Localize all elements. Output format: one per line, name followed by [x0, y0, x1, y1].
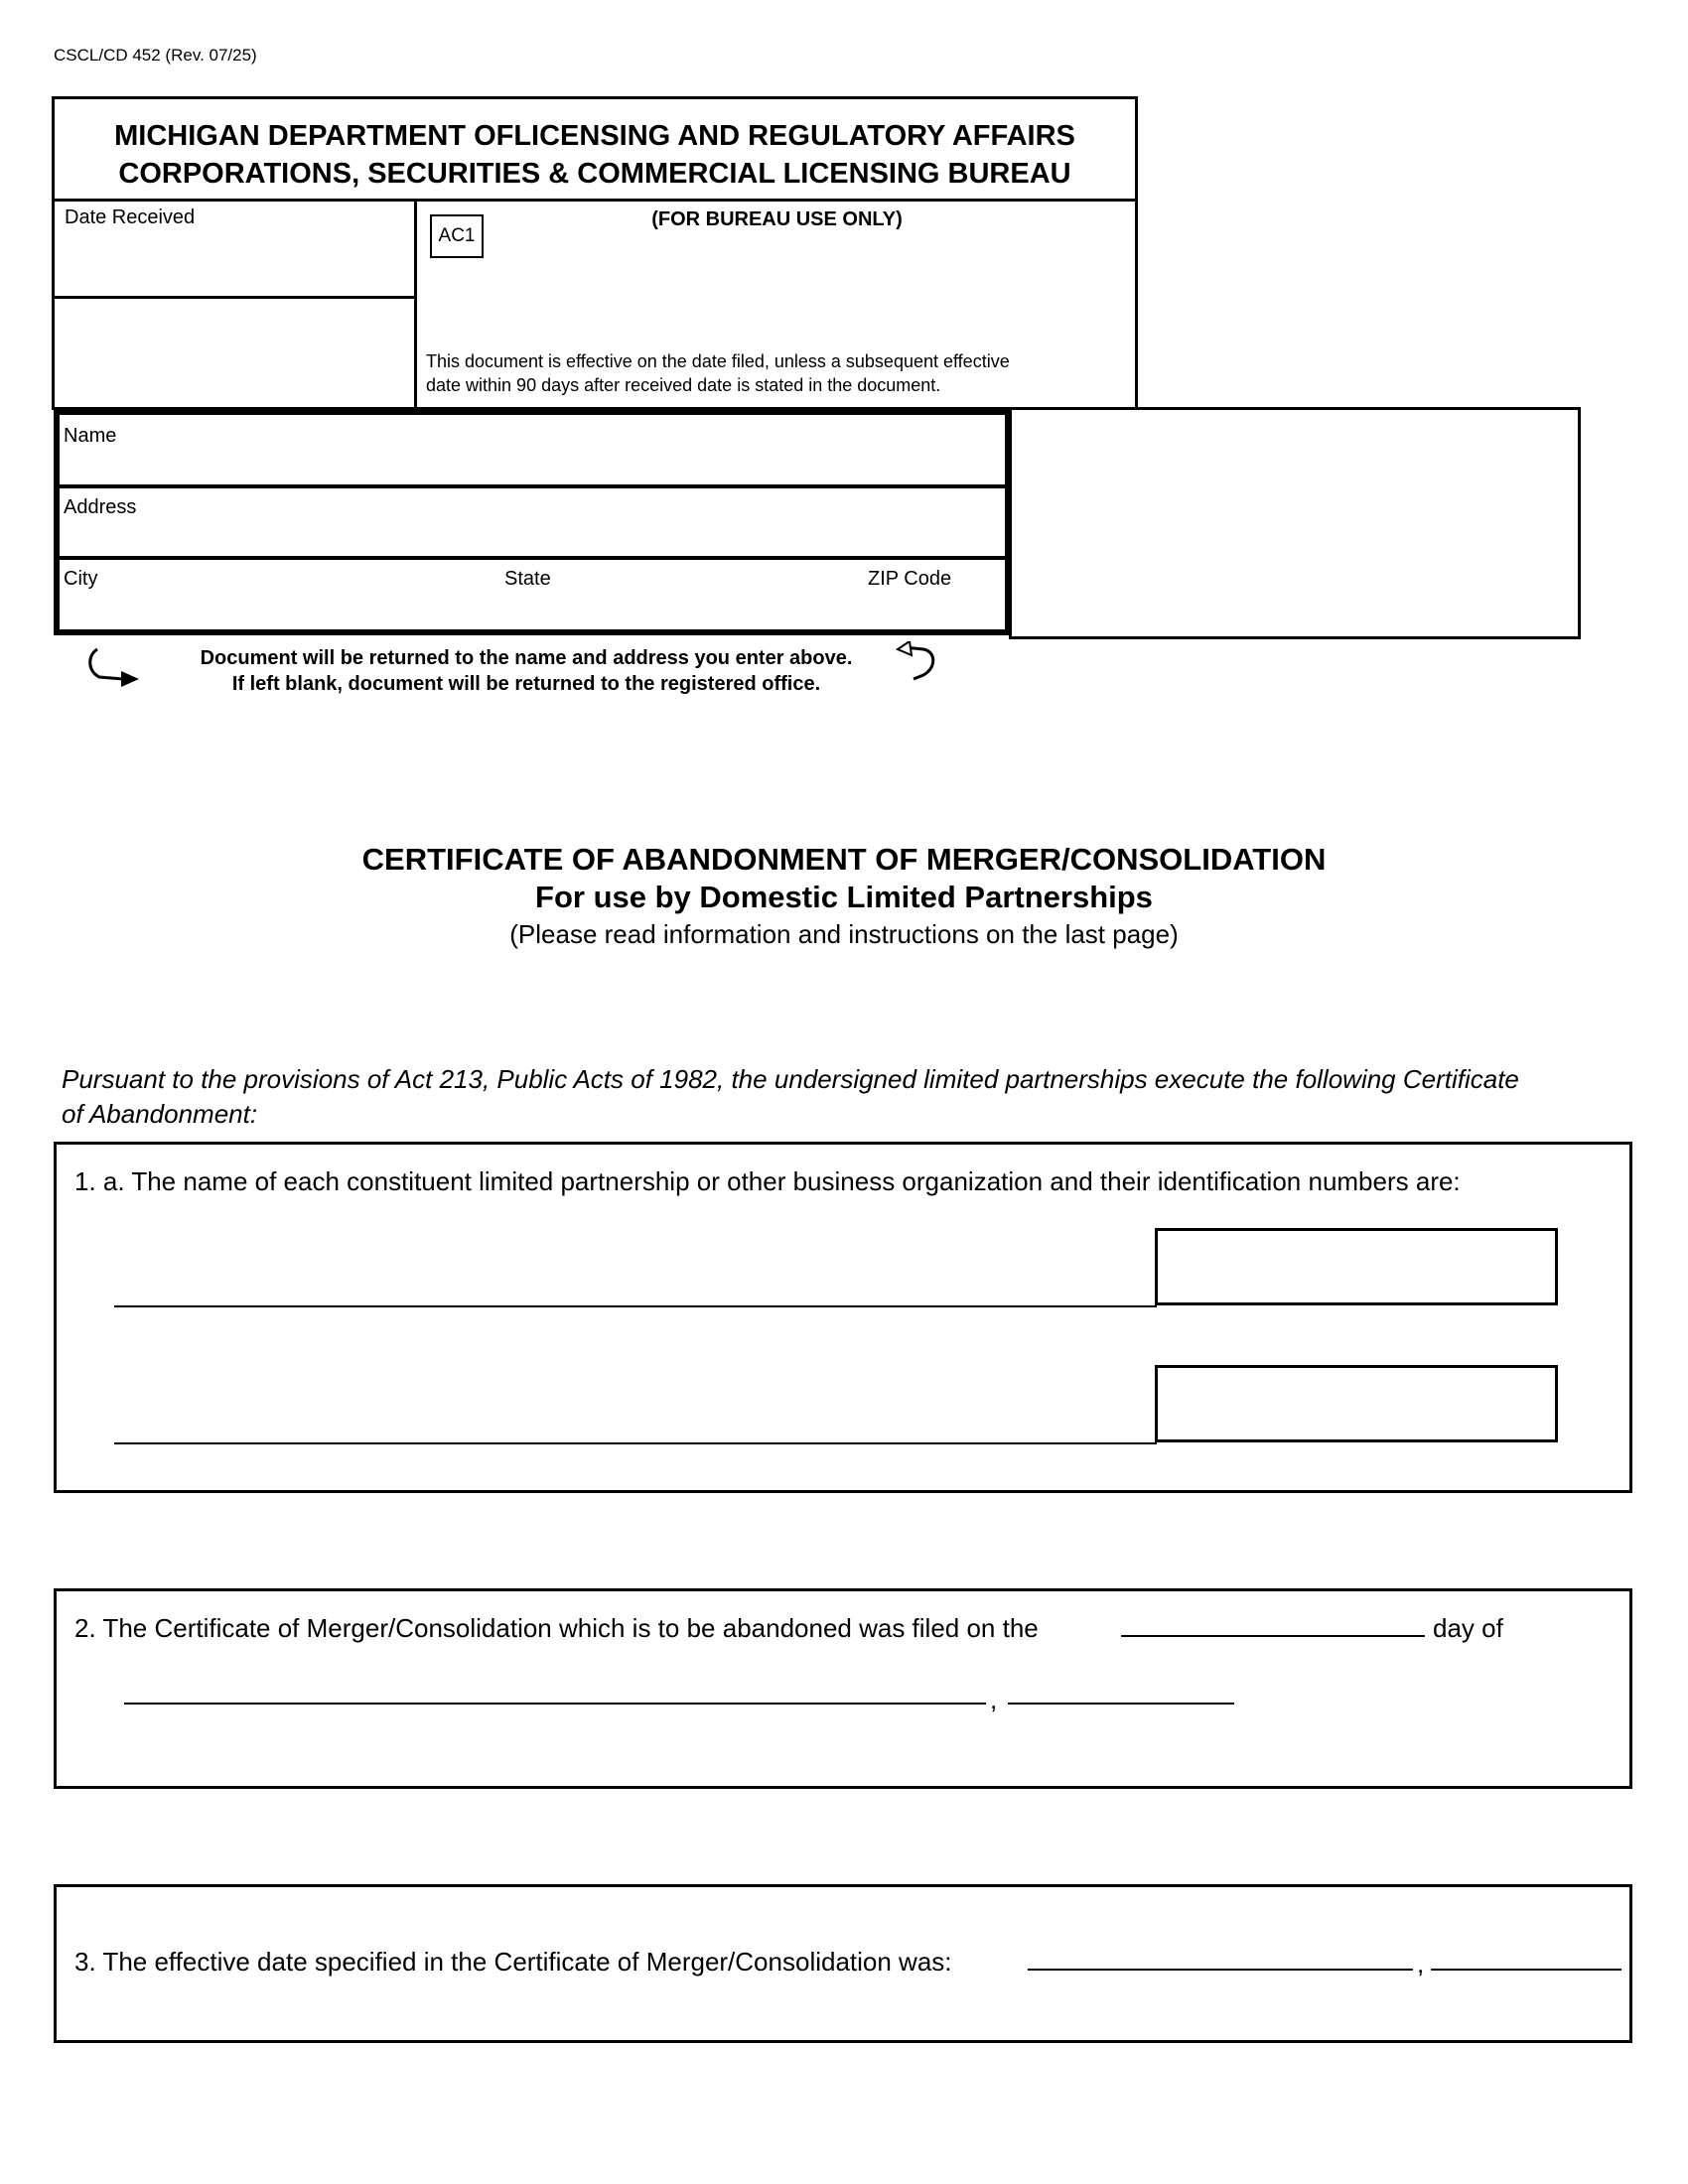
city-label: City — [64, 568, 98, 590]
return-note-line-2: If left blank, document will be returned to the registered office. — [231, 673, 821, 695]
filed-year-line — [1008, 1703, 1234, 1705]
section-3-text: 3. The effective date specified in the Certificate of Merger/Consolidation was: — [74, 1947, 952, 1977]
certificate-title: CERTIFICATE OF ABANDONMENT OF MERGER/CONSOLIDATION — [361, 842, 1327, 877]
return-arrow-left-icon — [83, 645, 141, 689]
department-line-2: CORPORATIONS, SECURITIES & COMMERCIAL LICENSING BUREAU — [118, 158, 1071, 190]
section-3-box — [54, 1884, 1632, 2043]
date-received-divider — [55, 296, 414, 299]
state-label: State — [504, 568, 551, 590]
state-input[interactable] — [504, 594, 846, 625]
pursuant-line-1: Pursuant to the provisions of Act 213, Public Acts of 1982, the undersigned limited partnerships execute the following Certificate — [62, 1064, 1519, 1094]
section-1-box — [54, 1142, 1632, 1493]
department-line-1: MICHIGAN DEPARTMENT OFLICENSING AND REGULATORY AFFAIRS — [114, 120, 1075, 152]
org-name-2-input[interactable] — [118, 1417, 1155, 1450]
department-title — [55, 117, 1135, 193]
filed-year-input[interactable] — [1012, 1677, 1236, 1710]
org-id-1-box — [1155, 1228, 1558, 1305]
effective-date-note — [426, 349, 1121, 397]
section-2-text: 2. The Certificate of Merger/Consolidation which is to be abandoned was filed on the — [74, 1613, 1039, 1643]
org-id-1-input[interactable] — [1164, 1251, 1555, 1287]
address-divider — [60, 556, 1005, 560]
bureau-use-label: (FOR BUREAU USE ONLY) — [651, 208, 903, 230]
name-divider — [60, 484, 1005, 488]
filed-month-input[interactable] — [128, 1677, 986, 1710]
filed-comma: , — [990, 1685, 998, 1714]
date-received-label: Date Received — [65, 206, 196, 228]
effective-date-line — [1028, 1969, 1413, 1971]
header-divider — [55, 199, 1135, 202]
ac1-code-box: AC1 — [430, 214, 484, 258]
filed-month-line — [124, 1703, 986, 1705]
effective-year-input[interactable] — [1435, 1945, 1623, 1979]
zip-label: ZIP Code — [868, 568, 952, 590]
effective-date-input[interactable] — [1032, 1945, 1413, 1979]
filed-day-input[interactable] — [1125, 1611, 1427, 1645]
address-label: Address — [64, 496, 137, 518]
header-box — [52, 96, 1138, 410]
name-label: Name — [64, 425, 117, 447]
filed-day-line — [1121, 1635, 1425, 1637]
return-arrow-right-icon — [894, 641, 951, 685]
section-1-text: 1. a. The name of each constituent limited partnership or other business organization and their identification numbers are: — [74, 1166, 1461, 1196]
effective-year-line — [1431, 1969, 1621, 1971]
org-id-2-input[interactable] — [1164, 1388, 1555, 1424]
return-address-note — [149, 645, 904, 697]
form-id: CSCL/CD 452 (Rev. 07/25) — [54, 46, 257, 65]
effective-note-line-2: date within 90 days after received date is stated in the document. — [426, 375, 941, 395]
zip-input[interactable] — [868, 594, 1001, 625]
instructions-note: (Please read information and instructions on the last page) — [509, 919, 1179, 949]
org-id-2-box — [1155, 1365, 1558, 1442]
org-name-2-line — [114, 1442, 1157, 1444]
pursuant-line-2: of Abandonment: — [62, 1099, 258, 1129]
org-name-1-input[interactable] — [118, 1280, 1155, 1313]
effective-comma: , — [1417, 1949, 1425, 1979]
return-address-box — [54, 409, 1011, 635]
address-input[interactable] — [68, 522, 995, 554]
effective-note-line-1: This document is effective on the date filed, unless a subsequent effective — [426, 351, 1010, 371]
pursuant-statement — [62, 1062, 1640, 1132]
day-of-label: day of — [1433, 1613, 1503, 1643]
city-input[interactable] — [68, 594, 489, 625]
section-2-box — [54, 1588, 1632, 1789]
bureau-stamp-box — [1009, 407, 1581, 639]
return-note-line-1: Document will be returned to the name and address you enter above. — [200, 647, 853, 669]
org-name-1-line — [114, 1305, 1157, 1307]
certificate-subtitle: For use by Domestic Limited Partnerships — [535, 880, 1153, 914]
name-input[interactable] — [68, 451, 995, 482]
